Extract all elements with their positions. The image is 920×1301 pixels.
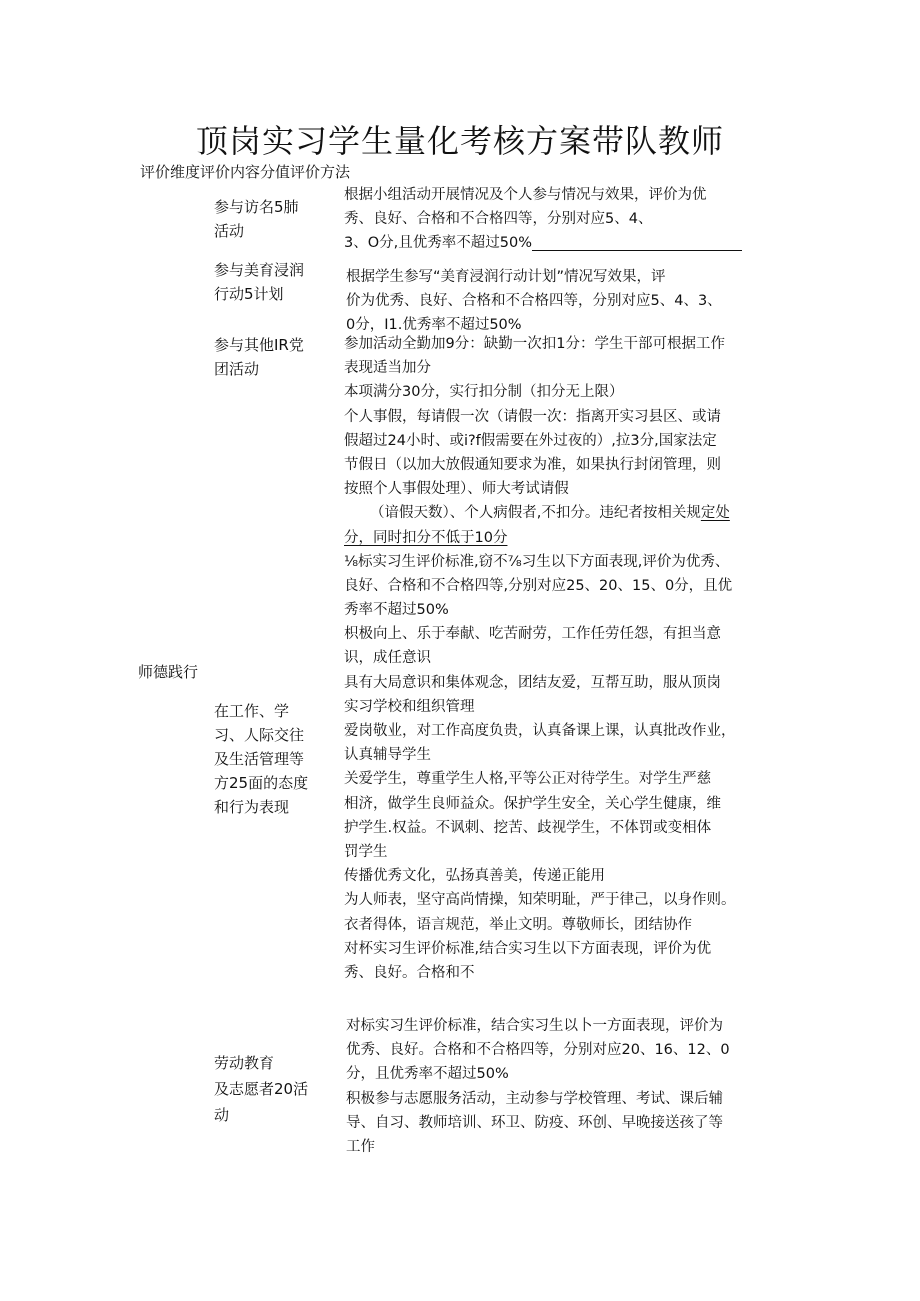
- table-header: 评价维度评价内容分值评价方法: [140, 163, 351, 181]
- item-aesthetic: 参与美育浸润 行动5计划: [214, 261, 305, 303]
- item-visit-activity: 参与访名5肺 活动: [214, 198, 299, 240]
- method-labor: 对标实习生评价标准，结合实习生以卜一方面表现，评价为 优秀、良好。合格和不合格四等，分别对应20、16、12、0 分，且优秀率不超过50% 积极参与志愿服务活动，主动参与学校管理、考试、课后辅 导、自习、教师培训、环卫、防疫、环创、早晚接送孩了等 工作: [346, 1018, 730, 1155]
- method-visit-activity: 根据小组活动开展情况及个人参与情况与效果，评价为优 秀、良好、合格和不合格四等，分别对应5、4、 3、O分,且优秀率不超过50%: [344, 183, 742, 256]
- document-title: 顶岗实习学生量化考核方案带队教师: [195, 122, 724, 160]
- dimension-ethics: 师德践行: [138, 663, 199, 681]
- method-party-and-conduct: 参加活动全勤加9分：缺勤一次扣1分：学生干部可根据工作 表现适当加分 本项满分30分，实行扣分制（扣分无上限） 个人事假，每请假一次（请假一次：指离开实习县区、或请 假超过24小时、或i?f假需要在外过夜的）,拉3分,国家法定 节假日（以加大放假通知要求为准，如果执行封闭管理，则 按照个人事假处理）、师大考试请假 （谙假天数）、个人病假者,不扣分。违纪者按相关规定处 分，同时扣分不低于10分 ⅛标实习生评价标准,窃不⅞习生以下方面表现,评价为优秀、 良好、合格和不合格四等,分别对应25、20、15、0分，且优 秀率不超过50% 枳极向上、乐于奉献、吃苦耐劳，工作任劳任怨，有担当意 识，成任意识 具有大局意识和集体观念，团结友爱，互帮互助，服从顶岗 实习学校和组织管理 爱岗敬业，对工作高度负贵，认真备课上课，认真批改作业， 认真辅导学生 关爱学生，尊重学生人格,平等公正对待学生。对学生严慈 相济，做学生良师益众。保护学生安全，关心学生健康，维 护学生.权益。不讽刺、挖苦、歧视学生，不体罚或变相体 罚学生 传播优秀文化，弘扬真善美，传递正能用 为人师表，坚守高尚情操，知荣明耻，严于律己，以身作则。 衣者得体，语言规范，举止文明。尊敬师长，团结协作 对杯实习生评价标准,结合实习生以下方面表现，评价为优 秀、良好。合格和不: [344, 336, 736, 981]
- item-party: 参与其他IR党 团活动: [214, 336, 304, 378]
- item-conduct: 在工作、学 习、人际交往 及生活管理等 方25面的态度 和行为表现: [214, 702, 309, 816]
- fill-in-line: [532, 250, 742, 251]
- item-labor: 劳动教育 及志愿者20活 动: [214, 1054, 309, 1124]
- method-aesthetic: 根据学生参写“美育浸润行动计划”情况写效果，评 价为优秀、良好、合格和不合格四等，分别对应5、4、3、 0分，I1.优秀率不超过50%: [346, 269, 722, 334]
